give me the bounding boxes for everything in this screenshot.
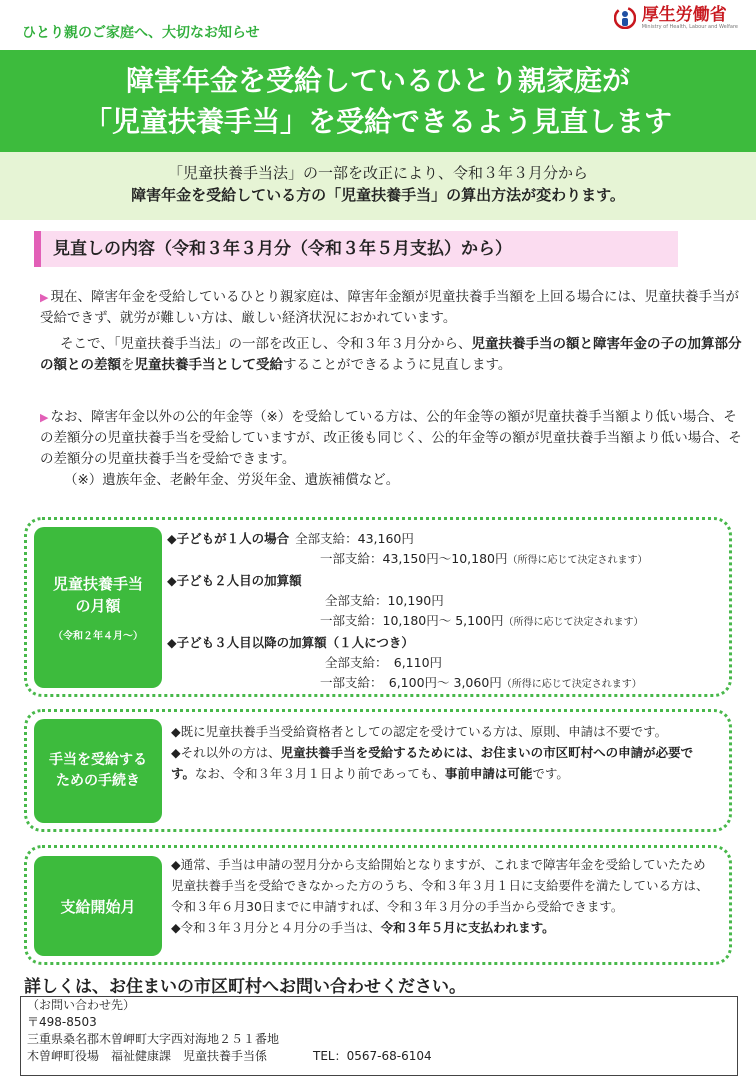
paragraph-other-pensions bbox=[40, 407, 746, 470]
procedure-bullet-2-c: なお、令和３年３月１日より前であっても、 bbox=[195, 766, 445, 781]
triangle-bullet-icon: ▶ bbox=[40, 411, 49, 424]
start-bullet-2-b: 令和３年５月に支払われます。 bbox=[380, 920, 555, 935]
income-note: （所得に応じて決定されます） bbox=[507, 555, 648, 566]
procedure-bullet-2-e: です。 bbox=[532, 766, 569, 781]
contact-label: （お問い合わせ先） bbox=[27, 998, 136, 1012]
paragraph-2-bold-a: 児童扶養手当の額と障害年金の子の加算部分の額との差額 bbox=[40, 336, 742, 373]
ministry-name-en: Ministry of Health, Labour and Welfare bbox=[641, 24, 738, 30]
income-note: （所得に応じて決定されます） bbox=[501, 679, 642, 690]
title-banner bbox=[0, 50, 756, 152]
start-bullet-2-a: ◆令和３年３月分と４月分の手当は、 bbox=[171, 920, 381, 935]
monthly-label-1: 児童扶養手当 bbox=[52, 575, 143, 593]
paragraph-2-text-b: を bbox=[121, 357, 135, 373]
banner-line-2: 「児童扶養手当」を受給できるよう見直します bbox=[83, 105, 672, 138]
case-1-title: ◆子どもが１人の場合 bbox=[167, 531, 290, 546]
paragraph-current-situation bbox=[40, 287, 746, 329]
paragraph-revision bbox=[40, 334, 746, 376]
start-month-label bbox=[34, 856, 162, 956]
case-1-partial: 一部支給：43,150円～10,180円 bbox=[320, 551, 508, 566]
triangle-bullet-icon: ▶ bbox=[40, 291, 49, 304]
contact-postal: 〒498-8503 bbox=[27, 1015, 97, 1029]
start-label-text: 支給開始月 bbox=[60, 897, 136, 916]
case-2-title: ◆子ども２人目の加算額 bbox=[167, 573, 302, 588]
intro-banner bbox=[0, 152, 756, 220]
case-3-full: 全部支給： 6,110円 bbox=[325, 655, 443, 670]
case-1-full: 全部支給：43,160円 bbox=[295, 531, 414, 546]
contact-office-line bbox=[27, 1048, 737, 1065]
start-month-box bbox=[24, 845, 732, 965]
contact-address: 三重県桑名郡木曽岬町大字西対海地２５１番地 bbox=[27, 1032, 280, 1046]
footer-title: 詳しくは、お住まいの市区町村へお問い合わせください。 bbox=[24, 977, 466, 997]
ministry-name: 厚生労働省 bbox=[641, 5, 727, 25]
paragraph-3-text: なお、障害年金以外の公的年金等（※）を受給している方は、公的年金等の額が児童扶養手当額より低い場合、その差額分の児童扶養手当を受給していますが、改正後も同じく、公的年金等の額が児童扶養手当額より低い場合、その差額分の児童扶養手当を受給できます。 bbox=[40, 409, 742, 467]
paragraph-2-text-a: そこで、「児童扶養手当法」の一部を改正し、令和３年３月分から、 bbox=[60, 336, 472, 352]
contact-tel: TEL：0567-68-6104 bbox=[313, 1049, 432, 1063]
section-title: 見直しの内容（令和３年３月分（令和３年５月支払）から） bbox=[34, 231, 678, 267]
paragraph-1-text: 現在、障害年金を受給しているひとり親家庭は、障害年金額が児童扶養手当額を上回る場合には、児童扶養手当が受給できず、就労が難しい方は、厳しい経済状況におかれています。 bbox=[40, 289, 739, 326]
paragraph-2-bold-b: 児童扶養手当として受給 bbox=[134, 357, 283, 373]
case-2-full: 全部支給：10,190円 bbox=[325, 593, 444, 608]
ministry-emblem-icon bbox=[614, 7, 636, 29]
intro-line-1: 「児童扶養手当法」の一部を改正により、令和３年３月分から bbox=[167, 164, 588, 182]
procedure-box bbox=[24, 709, 732, 832]
procedure-bullet-2 bbox=[171, 742, 711, 784]
case-2-partial: 一部支給：10,180円～ 5,100円 bbox=[320, 613, 504, 628]
procedure-label bbox=[34, 719, 162, 823]
monthly-amount-details bbox=[167, 529, 727, 695]
paragraph-2-text-c: することができるように見直します。 bbox=[283, 357, 512, 373]
monthly-amount-box bbox=[24, 517, 732, 697]
contact-box bbox=[20, 996, 738, 1076]
income-note: （所得に応じて決定されます） bbox=[503, 617, 644, 628]
start-bullet-2 bbox=[171, 917, 717, 938]
monthly-label-2: の月額 bbox=[75, 597, 121, 615]
procedure-bullet-2-d: 事前申請は可能 bbox=[444, 766, 533, 781]
start-bullet-1: ◆通常、手当は申請の翌月分から支給開始となりますが、これまで障害年金を受給していたため児童扶養手当を受給できなかった方のうち、令和３年３月１日に支給要件を満たしている方は、令和３年６月30日までに申請すれば、令和３年３月分の手当から受給できます。 bbox=[171, 857, 709, 914]
case-3-partial: 一部支給： 6,100円～ 3,060円 bbox=[320, 675, 502, 690]
ministry-logo bbox=[614, 6, 738, 30]
header-tagline: ひとり親のご家庭へ、大切なお知らせ bbox=[22, 25, 260, 41]
pension-note: （※）遺族年金、老齢年金、労災年金、遺族補償など。 bbox=[64, 472, 400, 488]
contact-office: 木曽岬町役場 福祉健康課 児童扶養手当係 bbox=[27, 1049, 268, 1063]
monthly-label-3: （令和２年４月～） bbox=[53, 631, 143, 642]
procedure-label-1: 手当を受給する bbox=[49, 752, 147, 768]
intro-line-2: 障害年金を受給している方の「児童扶養手当」の算出方法が変わります。 bbox=[131, 186, 625, 204]
banner-line-1: 障害年金を受給しているひとり親家庭が bbox=[125, 64, 630, 97]
procedure-bullet-2-b: 児童扶養手当を受給するためには、お住まいの市区町村への申請が必要です。 bbox=[171, 745, 694, 781]
procedure-label-2: ための手続き bbox=[56, 773, 140, 789]
monthly-amount-label bbox=[34, 527, 162, 688]
procedure-bullet-1: ◆既に児童扶養手当受給資格者としての認定を受けている方は、原則、申請は不要です。 bbox=[171, 724, 668, 739]
start-month-details bbox=[171, 854, 717, 938]
procedure-details bbox=[171, 721, 711, 784]
case-3-title: ◆子ども３人目以降の加算額（１人につき） bbox=[167, 635, 414, 650]
procedure-bullet-2-a: ◆それ以外の方は、 bbox=[171, 745, 281, 760]
